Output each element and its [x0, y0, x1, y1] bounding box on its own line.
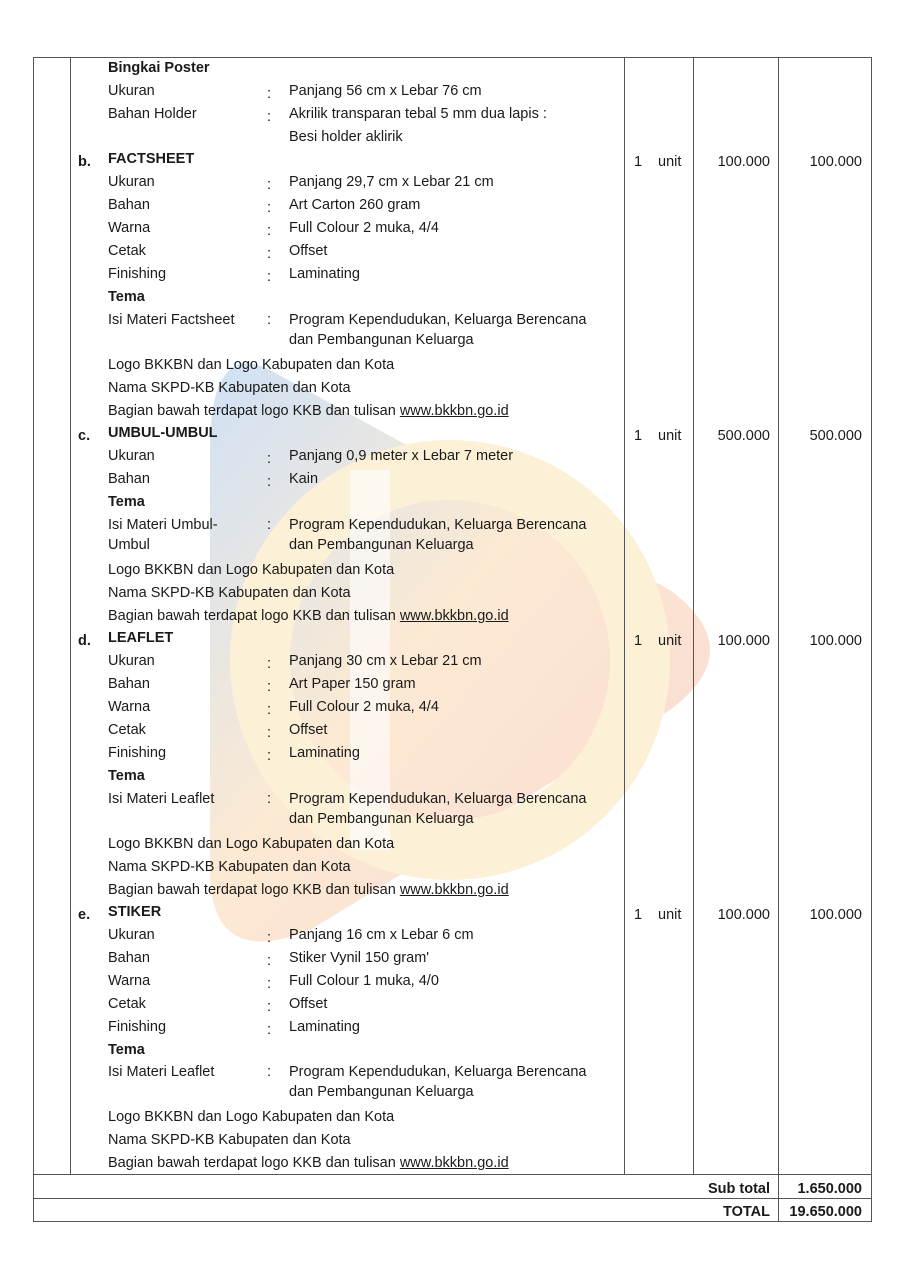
extra-line-with-url [108, 1154, 509, 1172]
item-unit: unit [658, 428, 682, 444]
spec-label: Warna [108, 973, 151, 989]
item-total: 100.000 [809, 633, 862, 649]
spec-value: Offset [289, 722, 328, 738]
spec-value: Panjang 0,9 meter x Lebar 7 meter [289, 448, 514, 464]
spec-colon: : [267, 451, 272, 467]
item-letter: b. [78, 154, 91, 170]
extra-line: Logo BKKBN dan Logo Kabupaten dan Kota [108, 836, 395, 852]
subtotal-value: 1.650.000 [797, 1181, 862, 1197]
extra-line-text: Bagian bawah terdapat logo KKB dan tulisan [108, 882, 396, 898]
spec-value: Full Colour 1 muka, 4/0 [289, 973, 439, 989]
website-link[interactable]: www.bkkbn.go.id [399, 882, 509, 898]
tema-heading: Tema [108, 494, 145, 510]
isi-materi-value: Program Kependudukan, Keluarga Berencana [289, 791, 587, 807]
spec-colon: : [267, 999, 272, 1015]
spec-colon: : [267, 953, 272, 969]
spec-value: Panjang 30 cm x Lebar 21 cm [289, 653, 482, 669]
spec-colon: : [267, 474, 272, 490]
spec-label: Finishing [108, 745, 167, 761]
item-title: STIKER [108, 904, 162, 920]
spec-label: Warna [108, 699, 151, 715]
spec-colon: : [267, 976, 272, 992]
item-price: 100.000 [717, 154, 770, 170]
extra-line-with-url [108, 402, 509, 420]
isi-materi-label: Isi Materi Umbul- [108, 517, 218, 533]
isi-materi-label-continued: Umbul [108, 537, 150, 553]
spec-value: Offset [289, 996, 328, 1012]
item-unit: unit [658, 154, 682, 170]
spec-colon: : [267, 679, 272, 695]
isi-materi-value-continued: dan Pembangunan Keluarga [289, 332, 474, 348]
item-total: 100.000 [809, 907, 862, 923]
item-price: 500.000 [717, 428, 770, 444]
spec-colon: : [267, 725, 272, 741]
spec-label: Ukuran [108, 927, 155, 943]
spec-label: Finishing [108, 266, 167, 282]
extra-line-text: Bagian bawah terdapat logo KKB dan tulisan [108, 608, 396, 624]
spec-colon: : [267, 269, 272, 285]
spec-label: Bahan Holder [108, 106, 197, 122]
spec-label: Warna [108, 220, 151, 236]
spec-colon: : [267, 517, 272, 533]
spec-label: Ukuran [108, 448, 155, 464]
extra-line-text: Bagian bawah terdapat logo KKB dan tulisan [108, 403, 396, 419]
isi-materi-value-continued: dan Pembangunan Keluarga [289, 811, 474, 827]
item-unit: unit [658, 633, 682, 649]
total-value: 19.650.000 [789, 1204, 862, 1220]
spec-colon: : [267, 656, 272, 672]
item-title: UMBUL-UMBUL [108, 425, 218, 441]
subtotal-label: Sub total [707, 1181, 770, 1197]
spec-value: Panjang 29,7 cm x Lebar 21 cm [289, 174, 494, 190]
spec-colon: : [267, 223, 272, 239]
item-qty: 1 [634, 633, 643, 649]
item-total: 100.000 [809, 154, 862, 170]
spec-value: Laminating [289, 1019, 360, 1035]
spec-colon: : [267, 86, 272, 102]
spec-value: Art Carton 260 gram [289, 197, 421, 213]
tema-heading: Tema [108, 1042, 145, 1058]
spec-label: Bahan [108, 676, 150, 692]
isi-materi-value: Program Kependudukan, Keluarga Berencana [289, 517, 587, 533]
extra-line-with-url [108, 881, 509, 899]
extra-line-with-url [108, 607, 509, 625]
spec-value: Panjang 56 cm x Lebar 76 cm [289, 83, 482, 99]
isi-materi-label: Isi Materi Factsheet [108, 312, 235, 328]
item-letter: c. [78, 428, 91, 444]
spec-colon: : [267, 702, 272, 718]
item-qty: 1 [634, 154, 643, 170]
spec-label: Ukuran [108, 174, 155, 190]
spec-colon: : [267, 1064, 272, 1080]
spec-value: Full Colour 2 muka, 4/4 [289, 220, 439, 236]
isi-materi-value-continued: dan Pembangunan Keluarga [289, 1084, 474, 1100]
item-price: 100.000 [717, 633, 770, 649]
item-total: 500.000 [809, 428, 862, 444]
extra-line: Logo BKKBN dan Logo Kabupaten dan Kota [108, 357, 395, 373]
extra-line: Nama SKPD-KB Kabupaten dan Kota [108, 380, 351, 396]
spec-label: Ukuran [108, 653, 155, 669]
extra-line-text: Bagian bawah terdapat logo KKB dan tulisan [108, 1155, 396, 1171]
item-unit: unit [658, 907, 682, 923]
spec-colon: : [267, 312, 272, 328]
spec-label: Finishing [108, 1019, 167, 1035]
spec-colon: : [267, 109, 272, 125]
spec-label: Bahan [108, 950, 150, 966]
spec-value: Laminating [289, 745, 360, 761]
spec-label: Cetak [108, 243, 146, 259]
isi-materi-value-continued: dan Pembangunan Keluarga [289, 537, 474, 553]
spec-colon: : [267, 1022, 272, 1038]
spec-colon: : [267, 177, 272, 193]
isi-materi-label: Isi Materi Leaflet [108, 791, 215, 807]
item-price: 100.000 [717, 907, 770, 923]
extra-line: Nama SKPD-KB Kabupaten dan Kota [108, 859, 351, 875]
spec-colon: : [267, 246, 272, 262]
website-link[interactable]: www.bkkbn.go.id [399, 608, 509, 624]
spec-value: Stiker Vynil 150 gram' [289, 950, 430, 966]
spec-value: Laminating [289, 266, 360, 282]
spec-value: Akrilik transparan tebal 5 mm dua lapis : [289, 106, 547, 122]
spec-colon: : [267, 200, 272, 216]
spec-value-continued: Besi holder aklirik [289, 129, 403, 145]
item-title: LEAFLET [108, 630, 174, 646]
isi-materi-value: Program Kependudukan, Keluarga Berencana [289, 1064, 587, 1080]
spec-label: Ukuran [108, 83, 155, 99]
spec-label: Cetak [108, 996, 146, 1012]
extra-line: Nama SKPD-KB Kabupaten dan Kota [108, 1132, 351, 1148]
extra-line: Nama SKPD-KB Kabupaten dan Kota [108, 585, 351, 601]
spec-label: Bahan [108, 471, 150, 487]
website-link[interactable]: www.bkkbn.go.id [399, 1155, 509, 1171]
item-title: Bingkai Poster [108, 60, 210, 76]
spec-colon: : [267, 748, 272, 764]
spec-colon: : [267, 930, 272, 946]
spec-value: Panjang 16 cm x Lebar 6 cm [289, 927, 474, 943]
spec-value: Kain [289, 471, 319, 487]
tema-heading: Tema [108, 289, 145, 305]
spec-value: Full Colour 2 muka, 4/4 [289, 699, 439, 715]
spec-label: Cetak [108, 722, 146, 738]
isi-materi-label: Isi Materi Leaflet [108, 1064, 215, 1080]
extra-line: Logo BKKBN dan Logo Kabupaten dan Kota [108, 1109, 395, 1125]
item-letter: e. [78, 907, 91, 923]
tema-heading: Tema [108, 768, 145, 784]
spec-colon: : [267, 791, 272, 807]
item-qty: 1 [634, 428, 643, 444]
item-qty: 1 [634, 907, 643, 923]
spec-value: Offset [289, 243, 328, 259]
item-letter: d. [78, 633, 91, 649]
spec-label: Bahan [108, 197, 150, 213]
spec-value: Art Paper 150 gram [289, 676, 416, 692]
website-link[interactable]: www.bkkbn.go.id [399, 403, 509, 419]
item-title: FACTSHEET [108, 151, 195, 167]
extra-line: Logo BKKBN dan Logo Kabupaten dan Kota [108, 562, 395, 578]
isi-materi-value: Program Kependudukan, Keluarga Berencana [289, 312, 587, 328]
total-label: TOTAL [723, 1204, 770, 1220]
